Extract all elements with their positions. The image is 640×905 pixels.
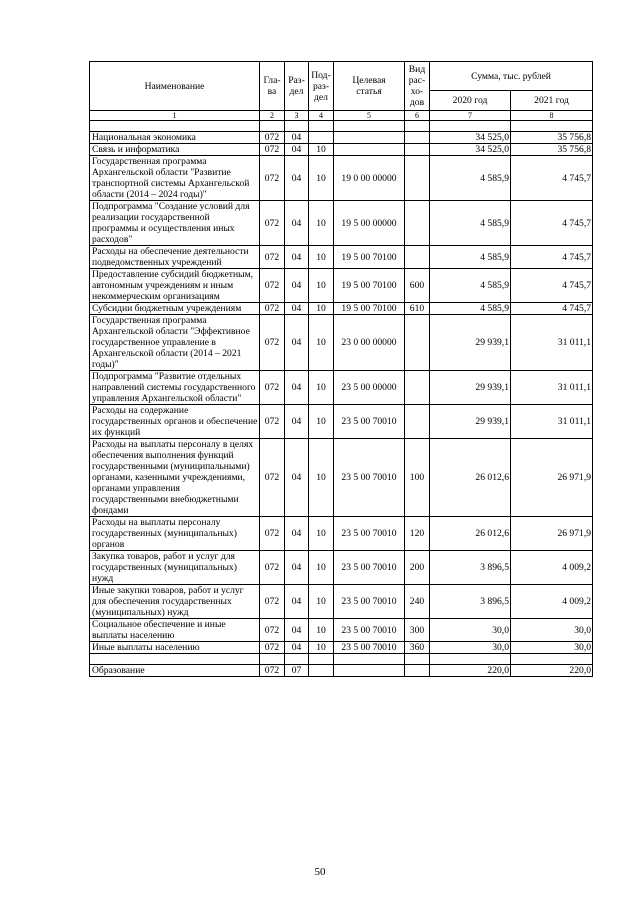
table-row (90, 144, 593, 156)
row-section: 04 (285, 642, 309, 654)
row-target-article (334, 132, 405, 144)
header-section: Раз- дел (285, 62, 309, 111)
row-section: 04 (285, 371, 309, 405)
row-expense-type (405, 371, 430, 405)
row-name: Расходы на выплаты персоналу государственных (муниципальных) органов (90, 517, 260, 551)
row-expense-type (405, 201, 430, 246)
table-row (90, 642, 593, 654)
row-subsection: 10 (309, 642, 334, 654)
row-sum-2020: 220,0 (430, 665, 511, 677)
row-subsection: 10 (309, 303, 334, 315)
row-sum-2021: 4 745,7 (511, 201, 593, 246)
row-name: Государственная программа Архангельской области "Развитие транспортной системы Архангельской области (2014 – 2024 годы)" (90, 156, 260, 201)
row-name: Связь и информатика (90, 144, 260, 156)
row-target-article: 23 0 00 00000 (334, 315, 405, 371)
row-section: 04 (285, 132, 309, 144)
header-expense-type: Вид рас- хо- дов (405, 62, 430, 111)
row-subsection: 10 (309, 315, 334, 371)
row-name: Расходы на выплаты персоналу в целях обеспечения выполнения функций государственными (муниципальными) органами, казенными учреждениями, органами управления государственными внебюджетными фондами (90, 439, 260, 517)
row-target-article: 23 5 00 70010 (334, 405, 405, 439)
row-target-article: 23 5 00 70010 (334, 517, 405, 551)
column-number: 7 (430, 111, 511, 121)
table-row (90, 269, 593, 303)
header-subsection: Под- раз- дел (309, 62, 334, 111)
row-expense-type (405, 665, 430, 677)
row-sum-2020: 26 012,6 (430, 439, 511, 517)
row-target-article: 23 5 00 00000 (334, 371, 405, 405)
row-sum-2021: 4 009,2 (511, 585, 593, 619)
row-sum-2020: 30,0 (430, 619, 511, 642)
row-name: Государственная программа Архангельской области "Эффективное государственное управление в Архангельской области (2014 – 2021 годы)" (90, 315, 260, 371)
row-subsection: 10 (309, 517, 334, 551)
row-name: Подпрограмма "Создание условий для реализации государственной программы и осуществления иных расходов" (90, 201, 260, 246)
row-sum-2021: 4 009,2 (511, 551, 593, 585)
row-section: 04 (285, 201, 309, 246)
header-sum: Сумма, тыс. рублей (430, 62, 593, 91)
row-name: Иные закупки товаров, работ и услуг для обеспечения государственных (муниципальных) нужд (90, 585, 260, 619)
table-row (90, 371, 593, 405)
table-row (90, 551, 593, 585)
row-expense-type (405, 132, 430, 144)
row-target-article: 19 5 00 70100 (334, 269, 405, 303)
row-chapter: 072 (260, 585, 285, 619)
row-expense-type: 360 (405, 642, 430, 654)
row-section: 04 (285, 303, 309, 315)
row-target-article: 23 5 00 70010 (334, 642, 405, 654)
header-target-article: Целевая статья (334, 62, 405, 111)
budget-table (89, 61, 593, 677)
row-expense-type: 120 (405, 517, 430, 551)
row-sum-2020: 4 585,9 (430, 201, 511, 246)
row-sum-2021: 26 971,9 (511, 439, 593, 517)
row-subsection: 10 (309, 269, 334, 303)
table-row (90, 439, 593, 517)
row-name: Расходы на содержание государственных органов и обеспечение их функций (90, 405, 260, 439)
row-chapter: 072 (260, 517, 285, 551)
row-target-article: 19 5 00 00000 (334, 201, 405, 246)
row-target-article: 23 5 00 70010 (334, 585, 405, 619)
row-sum-2021: 4 745,7 (511, 156, 593, 201)
row-name: Социальное обеспечение и иные выплаты населению (90, 619, 260, 642)
header-year-2021: 2021 год (511, 91, 593, 111)
row-chapter: 072 (260, 439, 285, 517)
row-chapter: 072 (260, 269, 285, 303)
row-section: 04 (285, 246, 309, 269)
column-number: 1 (90, 111, 260, 121)
row-subsection: 10 (309, 144, 334, 156)
row-section: 04 (285, 156, 309, 201)
row-subsection: 10 (309, 156, 334, 201)
table-row (90, 303, 593, 315)
table-row (90, 405, 593, 439)
row-expense-type: 100 (405, 439, 430, 517)
row-name: Субсидии бюджетным учреждениям (90, 303, 260, 315)
row-expense-type: 240 (405, 585, 430, 619)
row-section: 04 (285, 405, 309, 439)
row-chapter: 072 (260, 132, 285, 144)
row-chapter: 072 (260, 144, 285, 156)
row-target-article: 19 0 00 00000 (334, 156, 405, 201)
row-chapter: 072 (260, 665, 285, 677)
row-section: 04 (285, 619, 309, 642)
row-chapter: 072 (260, 201, 285, 246)
table-row (90, 246, 593, 269)
row-sum-2020: 4 585,9 (430, 269, 511, 303)
row-sum-2021: 4 745,7 (511, 269, 593, 303)
row-subsection: 10 (309, 201, 334, 246)
row-target-article: 19 5 00 70100 (334, 303, 405, 315)
row-expense-type: 200 (405, 551, 430, 585)
row-name: Расходы на обеспечение деятельности подведомственных учреждений (90, 246, 260, 269)
row-target-article: 19 5 00 70100 (334, 246, 405, 269)
row-subsection: 10 (309, 551, 334, 585)
column-number: 4 (309, 111, 334, 121)
row-name: Предоставление субсидий бюджетным, автономным учреждениям и иным некоммерческим организациям (90, 269, 260, 303)
table-row (90, 156, 593, 201)
row-sum-2020: 4 585,9 (430, 303, 511, 315)
row-name: Закупка товаров, работ и услуг для государственных (муниципальных) нужд (90, 551, 260, 585)
row-chapter: 072 (260, 619, 285, 642)
row-expense-type (405, 315, 430, 371)
row-name: Национальная экономика (90, 132, 260, 144)
row-name: Подпрограмма "Развитие отдельных направлений системы государственного управления Архангельской области" (90, 371, 260, 405)
row-sum-2021: 31 011,1 (511, 315, 593, 371)
row-sum-2020: 4 585,9 (430, 156, 511, 201)
row-target-article: 23 5 00 70010 (334, 551, 405, 585)
spacer-row (90, 121, 593, 132)
column-number: 2 (260, 111, 285, 121)
row-expense-type (405, 156, 430, 201)
row-sum-2020: 34 525,0 (430, 144, 511, 156)
row-target-article: 23 5 00 70010 (334, 439, 405, 517)
row-subsection: 10 (309, 246, 334, 269)
row-sum-2021: 31 011,1 (511, 371, 593, 405)
row-section: 04 (285, 517, 309, 551)
table-row (90, 132, 593, 144)
row-sum-2021: 35 756,8 (511, 144, 593, 156)
row-chapter: 072 (260, 246, 285, 269)
table-row (90, 585, 593, 619)
row-sum-2020: 3 896,5 (430, 585, 511, 619)
row-chapter: 072 (260, 642, 285, 654)
row-sum-2020: 29 939,1 (430, 371, 511, 405)
row-subsection: 10 (309, 585, 334, 619)
row-sum-2020: 29 939,1 (430, 405, 511, 439)
table-row (90, 315, 593, 371)
spacer-row (90, 654, 593, 665)
row-sum-2021: 4 745,7 (511, 303, 593, 315)
row-expense-type: 600 (405, 269, 430, 303)
row-section: 04 (285, 439, 309, 517)
row-expense-type: 610 (405, 303, 430, 315)
row-sum-2020: 29 939,1 (430, 315, 511, 371)
row-section: 04 (285, 585, 309, 619)
row-chapter: 072 (260, 156, 285, 201)
row-expense-type (405, 405, 430, 439)
row-name: Образование (90, 665, 260, 677)
row-sum-2021: 220,0 (511, 665, 593, 677)
row-subsection (309, 132, 334, 144)
row-target-article: 23 5 00 70010 (334, 619, 405, 642)
row-sum-2021: 30,0 (511, 619, 593, 642)
row-chapter: 072 (260, 551, 285, 585)
row-sum-2020: 34 525,0 (430, 132, 511, 144)
row-subsection: 10 (309, 439, 334, 517)
row-name: Иные выплаты населению (90, 642, 260, 654)
table-row (90, 619, 593, 642)
row-subsection: 10 (309, 405, 334, 439)
row-sum-2020: 3 896,5 (430, 551, 511, 585)
row-section: 04 (285, 144, 309, 156)
table-row (90, 201, 593, 246)
header-chapter: Гла- ва (260, 62, 285, 111)
column-number: 5 (334, 111, 405, 121)
row-sum-2021: 4 745,7 (511, 246, 593, 269)
row-expense-type (405, 144, 430, 156)
column-number: 6 (405, 111, 430, 121)
row-section: 04 (285, 551, 309, 585)
header-year-2020: 2020 год (430, 91, 511, 111)
row-expense-type (405, 246, 430, 269)
row-chapter: 072 (260, 303, 285, 315)
row-sum-2021: 26 971,9 (511, 517, 593, 551)
column-number: 8 (511, 111, 593, 121)
page-number: 50 (314, 866, 326, 878)
column-number: 3 (285, 111, 309, 121)
table-row (90, 665, 593, 677)
row-subsection: 10 (309, 619, 334, 642)
row-chapter: 072 (260, 371, 285, 405)
row-section: 04 (285, 269, 309, 303)
row-sum-2020: 30,0 (430, 642, 511, 654)
table-row (90, 517, 593, 551)
row-section: 04 (285, 315, 309, 371)
row-sum-2021: 31 011,1 (511, 405, 593, 439)
row-sum-2020: 4 585,9 (430, 246, 511, 269)
row-target-article (334, 144, 405, 156)
row-target-article (334, 665, 405, 677)
row-chapter: 072 (260, 315, 285, 371)
row-subsection: 10 (309, 371, 334, 405)
row-chapter: 072 (260, 405, 285, 439)
header-row (90, 62, 593, 91)
row-sum-2021: 35 756,8 (511, 132, 593, 144)
header-name: Наименование (90, 62, 260, 111)
row-section: 07 (285, 665, 309, 677)
column-number-row (90, 111, 593, 121)
row-subsection (309, 665, 334, 677)
row-sum-2020: 26 012,6 (430, 517, 511, 551)
row-sum-2021: 30,0 (511, 642, 593, 654)
row-expense-type: 300 (405, 619, 430, 642)
